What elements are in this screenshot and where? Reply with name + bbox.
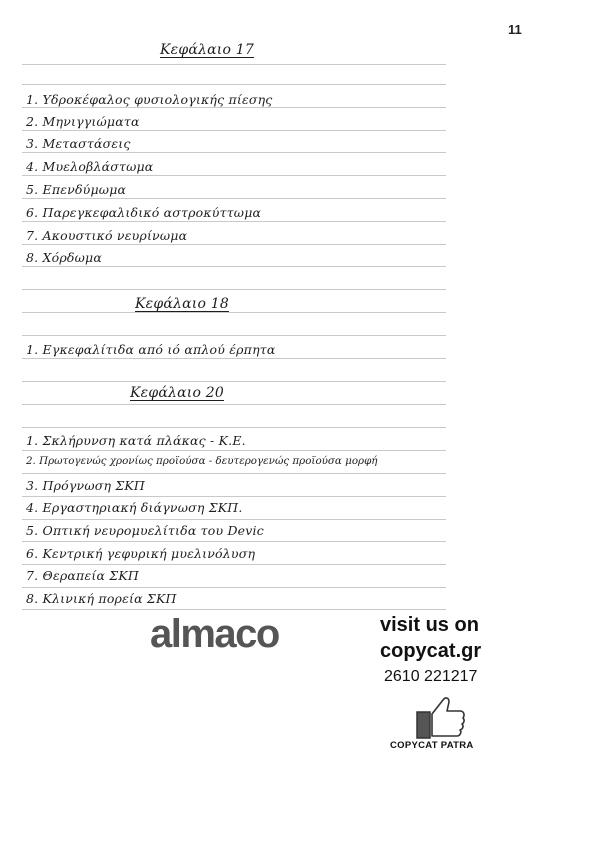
list-item: 5. Επενδύμωμα (26, 182, 127, 197)
list-item: 4. Εργαστηριακή διάγνωση ΣΚΠ. (26, 500, 243, 515)
list-item: 6. Κεντρική γεφυρική μυελινόλυση (26, 546, 256, 561)
promo-visit-line: visit us on (380, 614, 479, 636)
thumbs-up-icon (415, 694, 467, 740)
list-item: 8. Κλινική πορεία ΣΚΠ (26, 591, 177, 606)
chapter-heading-20: Κεφάλαιο 20 (130, 385, 224, 401)
list-item: 3. Μεταστάσεις (26, 136, 131, 151)
list-item: 3. Πρόγνωση ΣΚΠ (26, 478, 146, 493)
page-number: 11 (508, 22, 522, 37)
list-item: 8. Χόρδωμα (26, 250, 102, 265)
almaco-logo: almaco (150, 612, 279, 656)
list-item: 7. Ακουστικό νευρίνωμα (26, 228, 188, 243)
list-item: 7. Θεραπεία ΣΚΠ (26, 568, 139, 583)
list-item: 6. Παρεγκεφαλιδικό αστροκύττωμα (26, 205, 262, 220)
chapter-heading-17: Κεφάλαιο 17 (160, 42, 254, 58)
list-item: 1. Σκλήρυνση κατά πλάκας - Κ.Ε. (26, 433, 246, 448)
promo-website: copycat.gr (380, 640, 482, 662)
list-item: 1. Υδροκέφαλος φυσιολογικής πίεσης (26, 92, 273, 107)
chapter-heading-18: Κεφάλαιο 18 (135, 296, 229, 312)
list-item: 4. Μυελοβλάστωμα (26, 159, 154, 174)
promo-phone: 2610 221217 (384, 668, 478, 685)
list-item: 2. Μηνιγγιώματα (26, 114, 140, 129)
list-item: 2. Πρωτογενώς χρονίως προϊούσα - δευτερογενώς προϊούσα μορφή (26, 455, 378, 467)
list-item: 5. Οπτική νευρομυελίτιδα του Devic (26, 523, 264, 538)
list-item: 1. Εγκεφαλίτιδα από ιό απλού έρπητα (26, 342, 276, 357)
promo-shop-name: COPYCAT PATRA (390, 740, 474, 751)
